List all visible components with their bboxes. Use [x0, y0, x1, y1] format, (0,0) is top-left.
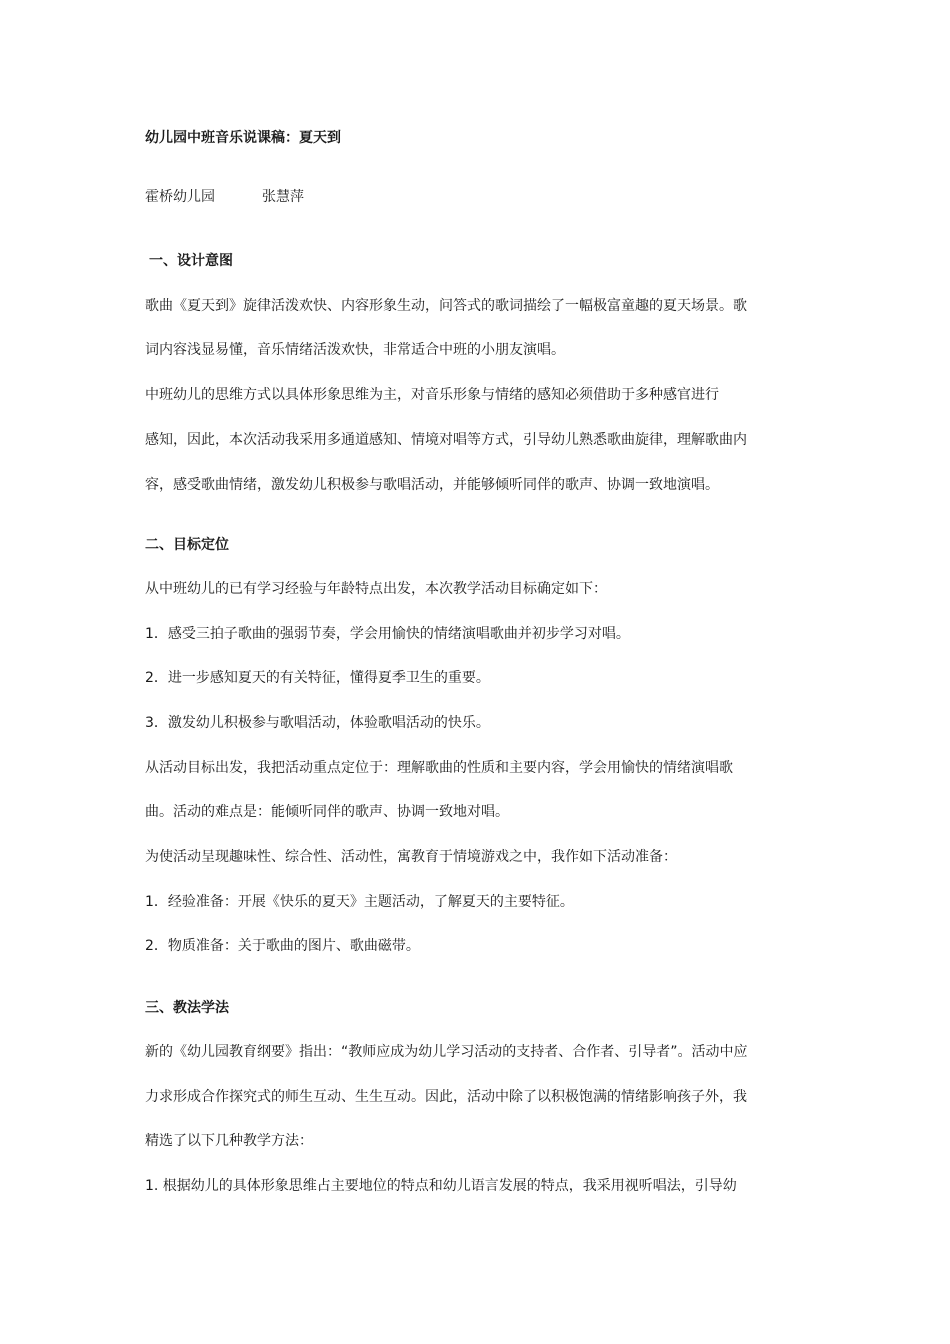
list-item: 1．经验准备：开展《快乐的夏天》主题活动，了解夏天的主要特征。 [145, 894, 574, 910]
list-item: 2．物质准备：关于歌曲的图片、歌曲磁带。 [145, 938, 420, 954]
paragraph-line: 从活动目标出发，我把活动重点定位于：理解歌曲的性质和主要内容，学会用愉快的情绪演唱歌 [145, 760, 733, 776]
paragraph-line: 为使活动呈现趣味性、综合性、活动性，寓教育于情境游戏之中，我作如下活动准备： [145, 849, 677, 865]
author-name: 张慧萍 [262, 189, 304, 205]
paragraph-line: 精选了以下几种教学方法： [145, 1133, 313, 1149]
paragraph-line: 力求形成合作探究式的师生互动、生生互动。因此，活动中除了以积极饱满的情绪影响孩子外，我 [145, 1089, 747, 1105]
paragraph-line: 歌曲《夏天到》旋律活泼欢快、内容形象生动，问答式的歌词描绘了一幅极富童趣的夏天场景。歌 [145, 298, 747, 314]
list-item: 1．感受三拍子歌曲的强弱节奏，学会用愉快的情绪演唱歌曲并初步学习对唱。 [145, 626, 630, 642]
section-heading-design-intent: 一、设计意图 [149, 253, 233, 269]
section-heading-methods: 三、教法学法 [145, 1000, 229, 1016]
list-item: 2．进一步感知夏天的有关特征，懂得夏季卫生的重要。 [145, 670, 490, 686]
paragraph-line: 曲。活动的难点是：能倾听同伴的歌声、协调一致地对唱。 [145, 804, 509, 820]
paragraph-line: 容，感受歌曲情绪，激发幼儿积极参与歌唱活动，并能够倾听同伴的歌声、协调一致地演唱。 [145, 477, 719, 493]
document-title: 幼儿园中班音乐说课稿：夏天到 [145, 130, 341, 146]
list-item: 1. 根据幼儿的具体形象思维占主要地位的特点和幼儿语言发展的特点，我采用视听唱法，引导幼 [145, 1178, 737, 1194]
paragraph-line: 中班幼儿的思维方式以具体形象思维为主，对音乐形象与情绪的感知必须借助于多种感官进行 [145, 387, 719, 403]
paragraph-line: 从中班幼儿的已有学习经验与年龄特点出发，本次教学活动目标确定如下： [145, 581, 607, 597]
paragraph-line: 新的《幼儿园教育纲要》指出：“教师应成为幼儿学习活动的支持者、合作者、引导者”。活动中应 [145, 1044, 748, 1060]
author-school: 霍桥幼儿园 [145, 189, 215, 205]
paragraph-line: 词内容浅显易懂，音乐情绪活泼欢快，非常适合中班的小朋友演唱。 [145, 342, 565, 358]
section-heading-goals: 二、目标定位 [145, 537, 229, 553]
list-item: 3．激发幼儿积极参与歌唱活动，体验歌唱活动的快乐。 [145, 715, 490, 731]
author-line [145, 187, 815, 207]
paragraph-line: 感知，因此，本次活动我采用多通道感知、情境对唱等方式，引导幼儿熟悉歌曲旋律，理解歌曲内 [145, 432, 747, 448]
